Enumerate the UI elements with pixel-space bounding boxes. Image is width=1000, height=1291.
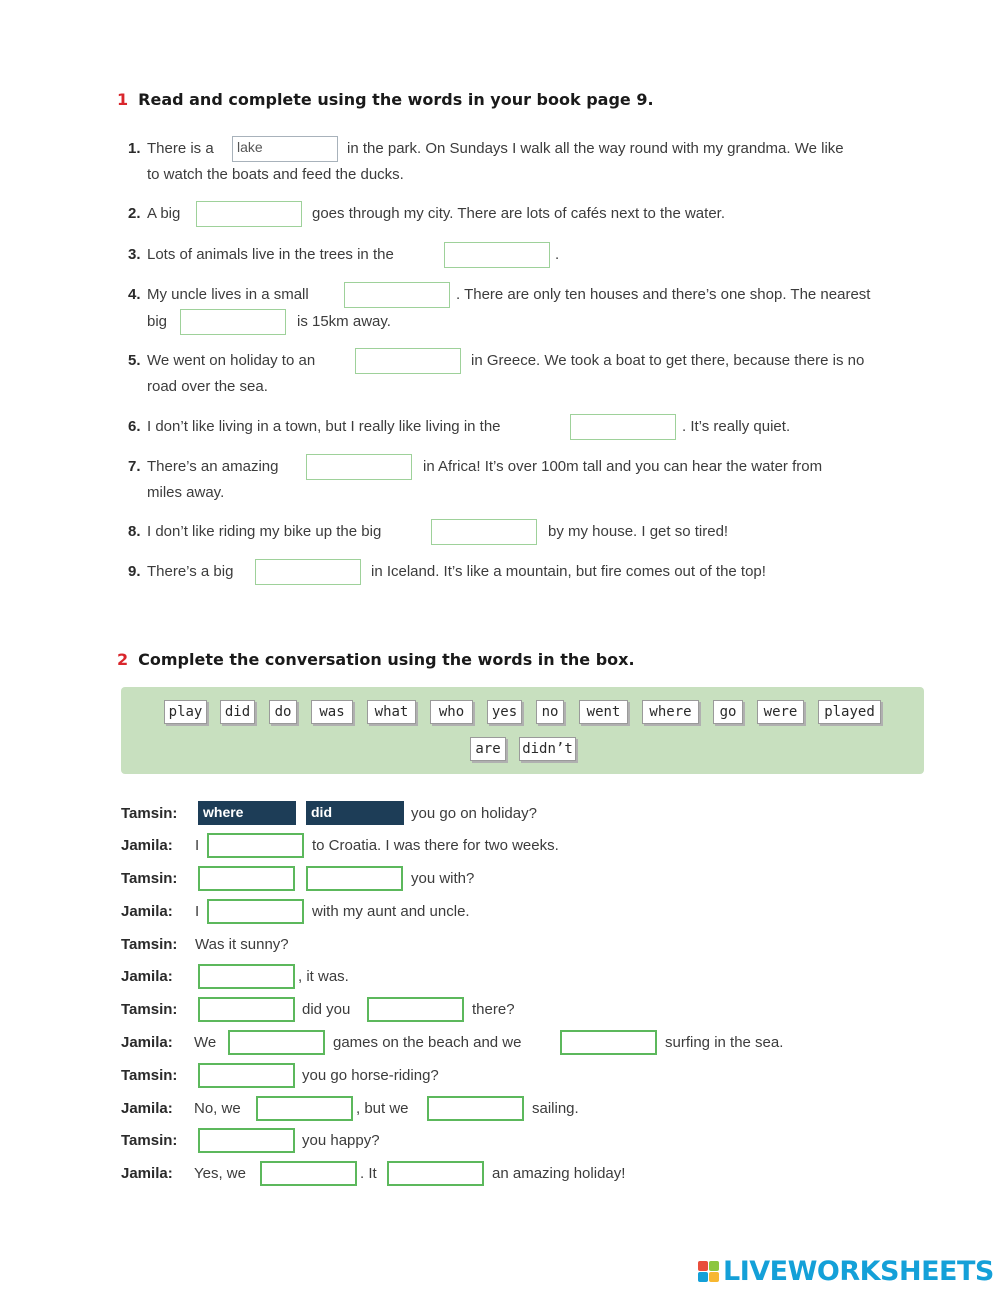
line-text: you go on holiday?	[411, 805, 537, 822]
item-text: There’s a big	[147, 563, 234, 580]
drop-zone[interactable]	[256, 1096, 353, 1121]
word-chip[interactable]: played	[818, 700, 881, 724]
answer-input-9[interactable]	[255, 559, 361, 585]
item-text: I don’t like living in a town, but I really like living in the	[147, 418, 501, 435]
section-2-title: Complete the conversation using the words in the box.	[138, 650, 635, 669]
speaker-tamsin: Tamsin:	[121, 1132, 178, 1149]
speaker-tamsin: Tamsin:	[121, 1067, 178, 1084]
line-text: . It	[360, 1165, 377, 1182]
drop-zone[interactable]	[367, 997, 464, 1022]
item-text: . It’s really quiet.	[682, 418, 791, 435]
section-1-title: Read and complete using the words in your book page 9.	[138, 90, 654, 109]
line-text: with my aunt and uncle.	[312, 903, 470, 920]
answer-input-4b[interactable]	[180, 309, 286, 335]
item-text: in Greece. We took a boat to get there, because there is no	[471, 352, 865, 369]
item-text: in the park. On Sundays I walk all the way round with my grandma. We like	[347, 140, 844, 157]
drop-zone[interactable]	[207, 899, 304, 924]
line-text: there?	[472, 1001, 515, 1018]
section-2-number: 2	[117, 650, 129, 669]
drop-zone[interactable]	[387, 1161, 484, 1186]
line-text: sailing.	[532, 1100, 579, 1117]
item-text: I don’t like riding my bike up the big	[147, 523, 382, 540]
item-number: 3.	[128, 246, 141, 263]
word-chip[interactable]: went	[579, 700, 628, 724]
word-chip[interactable]: play	[164, 700, 207, 724]
section-2-heading	[117, 650, 635, 669]
drop-zone[interactable]	[198, 997, 295, 1022]
answer-input-7[interactable]	[306, 454, 412, 480]
answer-input-5[interactable]	[355, 348, 461, 374]
line-text: Yes, we	[194, 1165, 246, 1182]
answer-input-3[interactable]	[444, 242, 550, 268]
item-text: There’s an amazing	[147, 458, 279, 475]
speaker-tamsin: Tamsin:	[121, 936, 178, 953]
section-1-number: 1	[117, 90, 129, 109]
item-number: 1.	[128, 140, 141, 157]
speaker-tamsin: Tamsin:	[121, 805, 178, 822]
item-text: is 15km away.	[297, 313, 391, 330]
item-text: road over the sea.	[147, 378, 268, 395]
word-chip[interactable]: didn’t	[519, 737, 576, 761]
drop-zone[interactable]	[306, 866, 403, 891]
drop-zone[interactable]	[207, 833, 304, 858]
line-text: surfing in the sea.	[665, 1034, 784, 1051]
item-text: . There are only ten houses and there’s one shop. The nearest	[456, 286, 871, 303]
line-text: , but we	[356, 1100, 409, 1117]
item-text: in Iceland. It’s like a mountain, but fire comes out of the top!	[371, 563, 766, 580]
word-chip[interactable]: where	[642, 700, 699, 724]
speaker-jamila: Jamila:	[121, 1100, 173, 1117]
word-chip[interactable]: was	[311, 700, 353, 724]
item-text: There is a	[147, 140, 214, 157]
item-text: in Africa! It’s over 100m tall and you can hear the water from	[423, 458, 823, 475]
drop-zone[interactable]	[198, 1063, 295, 1088]
drop-zone[interactable]	[198, 866, 295, 891]
word-chip[interactable]: yes	[487, 700, 522, 724]
item-number: 8.	[128, 523, 141, 540]
word-chip[interactable]: do	[269, 700, 297, 724]
drop-zone[interactable]	[228, 1030, 325, 1055]
drop-zone[interactable]	[260, 1161, 357, 1186]
answer-input-6[interactable]	[570, 414, 676, 440]
item-text: .	[555, 246, 560, 263]
line-text: to Croatia. I was there for two weeks.	[312, 837, 559, 854]
speaker-jamila: Jamila:	[121, 968, 173, 985]
speaker-jamila: Jamila:	[121, 903, 173, 920]
line-text: games on the beach and we	[333, 1034, 522, 1051]
word-chip[interactable]: who	[430, 700, 473, 724]
answer-input-8[interactable]	[431, 519, 537, 545]
item-text: My uncle lives in a small	[147, 286, 309, 303]
item-text: by my house. I get so tired!	[548, 523, 729, 540]
speaker-jamila: Jamila:	[121, 1165, 173, 1182]
liveworksheets-logo	[698, 1256, 994, 1286]
word-chip[interactable]: were	[757, 700, 804, 724]
line-text: you go horse-riding?	[302, 1067, 439, 1084]
word-chip[interactable]: are	[470, 737, 506, 761]
speaker-tamsin: Tamsin:	[121, 870, 178, 887]
line-text: I	[195, 903, 200, 920]
item-number: 5.	[128, 352, 141, 369]
drop-zone[interactable]	[427, 1096, 524, 1121]
item-text: big	[147, 313, 168, 330]
answer-input-4a[interactable]	[344, 282, 450, 308]
drop-zone[interactable]: did	[306, 801, 404, 825]
line-text: , it was.	[298, 968, 349, 985]
item-number: 4.	[128, 286, 141, 303]
item-text: A big	[147, 205, 181, 222]
line-text: you happy?	[302, 1132, 380, 1149]
item-text: We went on holiday to an	[147, 352, 316, 369]
item-text: Lots of animals live in the trees in the	[147, 246, 394, 263]
word-chip[interactable]: no	[536, 700, 564, 724]
item-number: 6.	[128, 418, 141, 435]
drop-zone[interactable]: where	[198, 801, 296, 825]
speaker-jamila: Jamila:	[121, 1034, 173, 1051]
item-number: 7.	[128, 458, 141, 475]
drop-zone[interactable]	[560, 1030, 657, 1055]
word-chip[interactable]: did	[220, 700, 255, 724]
item-text: to watch the boats and feed the ducks.	[147, 166, 404, 183]
line-text: an amazing holiday!	[492, 1165, 626, 1182]
line-text: did you	[302, 1001, 351, 1018]
item-number: 9.	[128, 563, 141, 580]
logo-mark-icon	[698, 1261, 719, 1282]
item-text: goes through my city. There are lots of cafés next to the water.	[312, 205, 725, 222]
item-text: miles away.	[147, 484, 225, 501]
line-text: We	[194, 1034, 217, 1051]
item-number: 2.	[128, 205, 141, 222]
word-chip[interactable]: go	[713, 700, 743, 724]
logo-text: LIVEWORKSHEETS	[723, 1255, 994, 1287]
speaker-jamila: Jamila:	[121, 837, 173, 854]
word-chip[interactable]: what	[367, 700, 416, 724]
line-text: Was it sunny?	[195, 936, 289, 953]
speaker-tamsin: Tamsin:	[121, 1001, 178, 1018]
line-text: you with?	[411, 870, 475, 887]
drop-zone[interactable]	[198, 964, 295, 989]
drop-zone[interactable]	[198, 1128, 295, 1153]
line-text: I	[195, 837, 200, 854]
answer-input-1[interactable]: lake	[232, 136, 338, 162]
line-text: No, we	[194, 1100, 241, 1117]
answer-input-2[interactable]	[196, 201, 302, 227]
section-1-heading	[117, 90, 654, 109]
